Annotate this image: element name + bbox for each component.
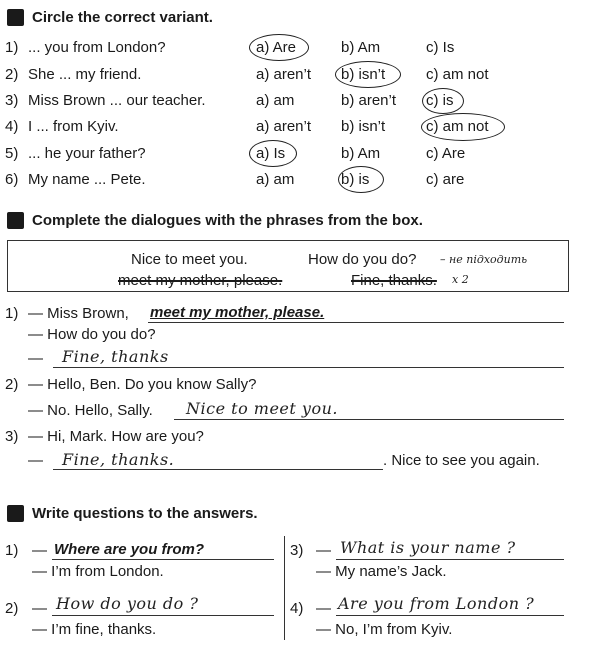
answer-line — [53, 469, 383, 470]
option-b: b) isn’t — [341, 118, 386, 135]
option-b: b) aren’t — [341, 92, 397, 109]
row-question: ... you from London? — [28, 39, 166, 56]
dialogue-line: — Hello, Ben. Do you know Sally? — [28, 376, 257, 393]
row-question: She ... my friend. — [28, 66, 142, 83]
dialogue-line: — Hi, Mark. How are you? — [28, 428, 204, 445]
question-number: 4) — [290, 600, 304, 617]
handwritten-answer: Fine, thanks. — [62, 450, 175, 469]
answer-line — [174, 419, 564, 420]
handwritten-question: What is your name ? — [340, 538, 516, 557]
answer-line — [52, 559, 274, 560]
option-c: c) am not — [426, 118, 489, 135]
row-question: I ... from Kyiv. — [28, 118, 119, 135]
handwritten-question: Are you from London ? — [338, 594, 535, 613]
section-marker-icon — [7, 505, 24, 522]
phrase-nice-to-meet-you: Nice to meet you. — [131, 251, 248, 268]
answer-line — [336, 559, 564, 560]
answer-text: — No, I’m from Kyiv. — [316, 621, 453, 638]
option-a: a) am — [256, 92, 295, 109]
option-c: c) am not — [426, 66, 489, 83]
phrase-fine-thanks: Fine, thanks. — [351, 272, 437, 289]
handwritten-note-count: x 2 — [452, 273, 469, 286]
option-c: c) are — [426, 171, 465, 188]
dialogue-tail: . Nice to see you again. — [383, 452, 540, 469]
option-b: b) Am — [341, 39, 381, 56]
answer-text: — I’m fine, thanks. — [32, 621, 157, 638]
answer-circle — [422, 88, 464, 114]
handwritten-answer: Fine, thanks — [62, 347, 169, 366]
answer-circle — [338, 166, 384, 193]
row-number: 2) — [5, 66, 19, 83]
phrase-meet-my-mother: meet my mother, please. — [118, 272, 283, 289]
dialogue-number: 1) — [5, 305, 19, 322]
option-b: b) is — [341, 171, 370, 188]
option-a: a) Is — [256, 145, 286, 162]
handwritten-question: How do you do ? — [56, 594, 199, 613]
question-dash: — — [316, 542, 331, 559]
row-number: 6) — [5, 171, 19, 188]
answer-line — [148, 322, 564, 323]
option-a: a) Are — [256, 39, 297, 56]
option-a: a) aren’t — [256, 118, 312, 135]
answer-line — [53, 367, 564, 368]
option-b: b) isn’t — [341, 66, 386, 83]
option-a: a) aren’t — [256, 66, 312, 83]
section2-heading: Complete the dialogues with the phrases from the box. — [32, 212, 423, 229]
answer-text: meet my mother, please. — [150, 304, 325, 321]
question-number: 2) — [5, 600, 19, 617]
row-number: 5) — [5, 145, 19, 162]
phrase-box — [7, 240, 569, 292]
answer-circle — [421, 113, 505, 141]
question-text: Where are you from? — [54, 541, 205, 558]
dialogue-line: — No. Hello, Sally. — [28, 402, 153, 419]
row-question: Miss Brown ... our teacher. — [28, 92, 206, 109]
option-c: c) Is — [426, 39, 455, 56]
option-b: b) Am — [341, 145, 381, 162]
section-marker-icon — [7, 9, 24, 26]
row-question: My name ... Pete. — [28, 171, 146, 188]
row-number: 1) — [5, 39, 19, 56]
answer-line — [336, 615, 564, 616]
question-number: 3) — [290, 542, 304, 559]
row-number: 3) — [5, 92, 19, 109]
answer-text: — I’m from London. — [32, 563, 164, 580]
answer-circle — [249, 140, 297, 167]
section1-heading: Circle the correct variant. — [32, 9, 213, 26]
answer-circle — [335, 61, 401, 88]
answer-circle — [249, 34, 309, 61]
question-dash: — — [32, 542, 47, 559]
section3-heading: Write questions to the answers. — [32, 505, 258, 522]
column-divider — [284, 536, 285, 640]
option-c: c) is — [426, 92, 454, 109]
option-c: c) Are — [426, 145, 466, 162]
dialogue-dash: — — [28, 452, 43, 469]
dialogue-line: — How do you do? — [28, 326, 156, 343]
handwritten-note: – не підходить — [440, 253, 528, 266]
dialogue-number: 3) — [5, 428, 19, 445]
dialogue-number: 2) — [5, 376, 19, 393]
section-marker-icon — [7, 212, 24, 229]
handwritten-answer: Nice to meet you. — [186, 399, 338, 418]
dialogue-dash: — — [28, 350, 43, 367]
answer-text: — My name’s Jack. — [316, 563, 447, 580]
question-dash: — — [316, 600, 331, 617]
answer-line — [52, 615, 274, 616]
row-question: ... he your father? — [28, 145, 146, 162]
phrase-how-do-you-do: How do you do? — [308, 251, 417, 268]
option-a: a) am — [256, 171, 295, 188]
question-number: 1) — [5, 542, 19, 559]
dialogue-line: — Miss Brown, — [28, 305, 129, 322]
question-dash: — — [32, 600, 47, 617]
row-number: 4) — [5, 118, 19, 135]
